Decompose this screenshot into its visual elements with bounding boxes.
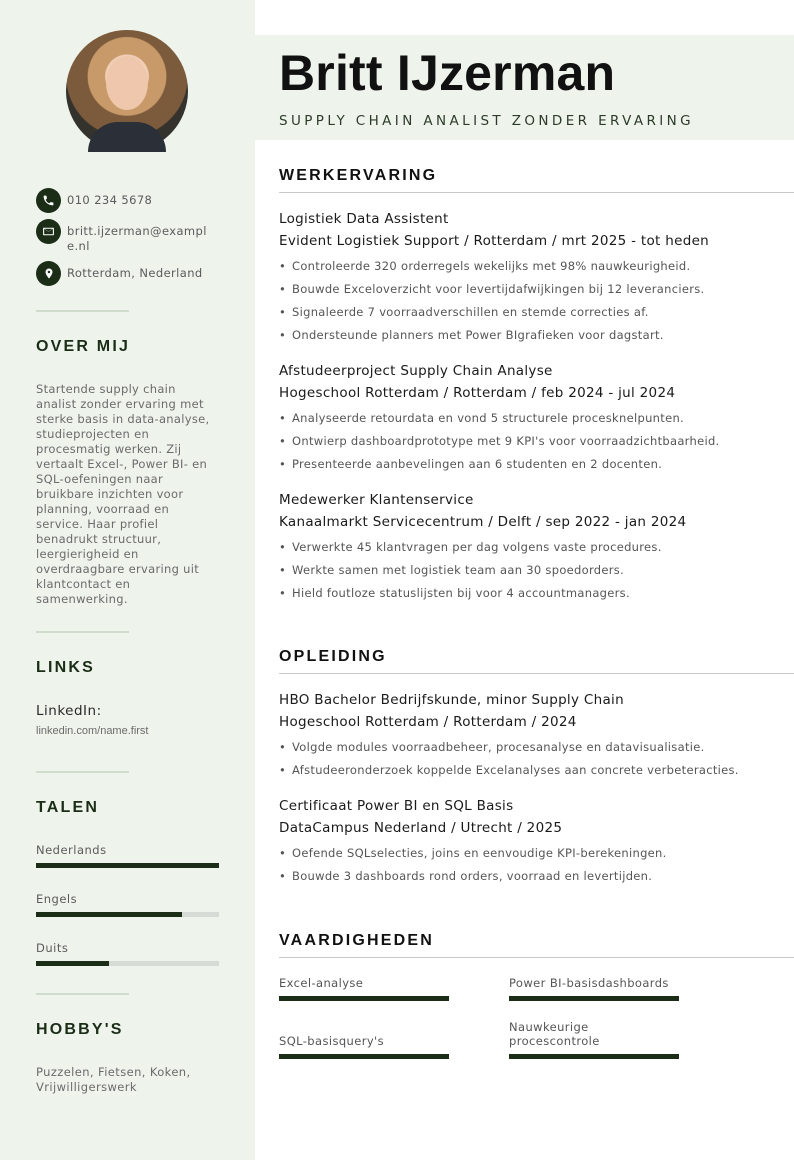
- about-text: Startende supply chain analist zonder ervaring met sterke basis in data-analyse, studieprojecten en procesmatig werken. Zij vertaalt Excel-, Power BI- en SQL-oefeningen naar bruikbare inzichten voor planning, voorraad en service. Haar profiel benadrukt structuur, leergierigheid en overdraagbare ervaring uit klantcontact en samenwerking.: [36, 382, 210, 606]
- entry-bullets: [279, 255, 789, 347]
- skill-name: SQL-basisquery's: [279, 1034, 384, 1048]
- section-divider: [279, 192, 794, 193]
- skill-name: Excel-analyse: [279, 976, 364, 990]
- bullet-item: • Presenteerde aanbevelingen aan 6 studenten en 2 docenten.: [279, 453, 789, 476]
- sidebar-divider: [36, 993, 129, 995]
- experience-entry: [279, 208, 789, 347]
- contact-location: [36, 261, 226, 286]
- language-item: [36, 941, 219, 966]
- phone-text: 010 234 5678: [67, 193, 153, 207]
- bullet-item: • Volgde modules voorraadbeheer, procesanalyse en datavisualisatie.: [279, 736, 789, 759]
- bullet-item: • Signaleerde 7 voorraadverschillen en stemde correcties af.: [279, 301, 789, 324]
- entry-subtitle: Hogeschool Rotterdam / Rotterdam / feb 2024 - jul 2024: [279, 385, 676, 401]
- skill-level-track: [509, 996, 679, 1001]
- linkedin-link[interactable]: linkedin.com/name.first: [36, 725, 149, 737]
- profile-photo-face: [106, 56, 148, 110]
- skill-level-fill: [279, 1054, 449, 1059]
- linkedin-label: LinkedIn:: [36, 703, 102, 719]
- hobbies-text: Puzzelen, Fietsen, Koken, Vrijwilligerswerk: [36, 1065, 191, 1094]
- education-entry: [279, 795, 789, 888]
- skill-level-track: [279, 996, 449, 1001]
- mail-icon: [36, 219, 61, 244]
- language-level-fill: [36, 863, 219, 868]
- entry-title: Logistiek Data Assistent: [279, 211, 449, 227]
- experience-entry: [279, 489, 789, 605]
- candidate-name: Britt IJzerman: [279, 45, 616, 101]
- skill-name: Power BI-basisdashboards: [509, 976, 669, 990]
- section-divider: [279, 673, 794, 674]
- section-divider: [279, 957, 794, 958]
- sidebar-divider: [36, 310, 129, 312]
- links-heading: LINKS: [36, 659, 95, 676]
- skill-level-fill: [509, 996, 679, 1001]
- language-item: [36, 892, 219, 917]
- skill-level-track: [279, 1054, 449, 1059]
- location-pin-icon: [36, 261, 61, 286]
- bullet-item: • Afstudeeronderzoek koppelde Excelanalyses aan concrete verbeteracties.: [279, 759, 789, 782]
- sidebar-divider: [36, 771, 129, 773]
- entry-subtitle: Kanaalmarkt Servicecentrum / Delft / sep 2022 - jan 2024: [279, 514, 687, 530]
- entry-bullets: [279, 736, 789, 782]
- experience-entry: [279, 360, 789, 476]
- bullet-item: • Bouwde 3 dashboards rond orders, voorraad en levertijden.: [279, 865, 789, 888]
- skill-name: Nauwkeurige procescontrole: [509, 1020, 600, 1048]
- skill-level-track: [509, 1054, 679, 1059]
- education-entry: [279, 689, 789, 782]
- entry-title: HBO Bachelor Bedrijfskunde, minor Supply Chain: [279, 692, 624, 708]
- location-text: Rotterdam, Nederland: [67, 266, 203, 280]
- bullet-item: • Controleerde 320 orderregels wekelijks met 98% nauwkeurigheid.: [279, 255, 789, 278]
- entry-title: Certificaat Power BI en SQL Basis: [279, 798, 514, 814]
- skill-level-fill: [279, 996, 449, 1001]
- languages-heading: TALEN: [36, 799, 100, 816]
- language-name: Duits: [36, 941, 69, 955]
- entry-title: Medewerker Klantenservice: [279, 492, 474, 508]
- language-level-track: [36, 912, 219, 917]
- entry-subtitle: Evident Logistiek Support / Rotterdam / mrt 2025 - tot heden: [279, 233, 710, 249]
- experience-heading: WERKERVARING: [279, 167, 438, 184]
- about-heading: OVER MIJ: [36, 338, 131, 355]
- bullet-item: • Werkte samen met logistiek team aan 30 spoedorders.: [279, 559, 789, 582]
- language-level-track: [36, 863, 219, 868]
- education-heading: OPLEIDING: [279, 648, 387, 665]
- skills-heading: VAARDIGHEDEN: [279, 932, 435, 949]
- bullet-item: • Ontwierp dashboardprototype met 9 KPI's voor voorraadzichtbaarheid.: [279, 430, 789, 453]
- skill-item: [509, 976, 679, 1001]
- skill-level-fill: [509, 1054, 679, 1059]
- candidate-role: SUPPLY CHAIN ANALIST ZONDER ERVARING: [279, 113, 695, 129]
- entry-title: Afstudeerproject Supply Chain Analyse: [279, 363, 553, 379]
- skill-item: [509, 1020, 679, 1059]
- skill-item: [279, 1034, 449, 1059]
- language-name: Nederlands: [36, 843, 107, 857]
- contact-email[interactable]: [36, 219, 226, 254]
- profile-photo: [66, 30, 188, 152]
- language-level-fill: [36, 961, 109, 966]
- language-item: [36, 843, 219, 868]
- entry-bullets: [279, 536, 789, 605]
- contact-phone: [36, 188, 226, 213]
- email-text[interactable]: britt.ijzerman@example.nl: [67, 224, 207, 253]
- language-level-fill: [36, 912, 182, 917]
- language-name: Engels: [36, 892, 78, 906]
- entry-bullets: [279, 407, 789, 476]
- sidebar-divider: [36, 631, 129, 633]
- bullet-item: • Hield foutloze statuslijsten bij voor 4 accountmanagers.: [279, 582, 789, 605]
- bullet-item: • Ondersteunde planners met Power BIgrafieken voor dagstart.: [279, 324, 789, 347]
- bullet-item: • Analyseerde retourdata en vond 5 structurele procesknelpunten.: [279, 407, 789, 430]
- bullet-item: • Bouwde Exceloverzicht voor levertijdafwijkingen bij 12 leveranciers.: [279, 278, 789, 301]
- language-level-track: [36, 961, 219, 966]
- entry-subtitle: Hogeschool Rotterdam / Rotterdam / 2024: [279, 714, 577, 730]
- bullet-item: • Oefende SQLselecties, joins en eenvoudige KPI-berekeningen.: [279, 842, 789, 865]
- bullet-item: • Verwerkte 45 klantvragen per dag volgens vaste procedures.: [279, 536, 789, 559]
- hobbies-heading: HOBBY'S: [36, 1021, 124, 1038]
- entry-subtitle: DataCampus Nederland / Utrecht / 2025: [279, 820, 563, 836]
- phone-icon: [36, 188, 61, 213]
- skill-item: [279, 976, 449, 1001]
- entry-bullets: [279, 842, 789, 888]
- profile-photo-shoulders: [88, 122, 166, 152]
